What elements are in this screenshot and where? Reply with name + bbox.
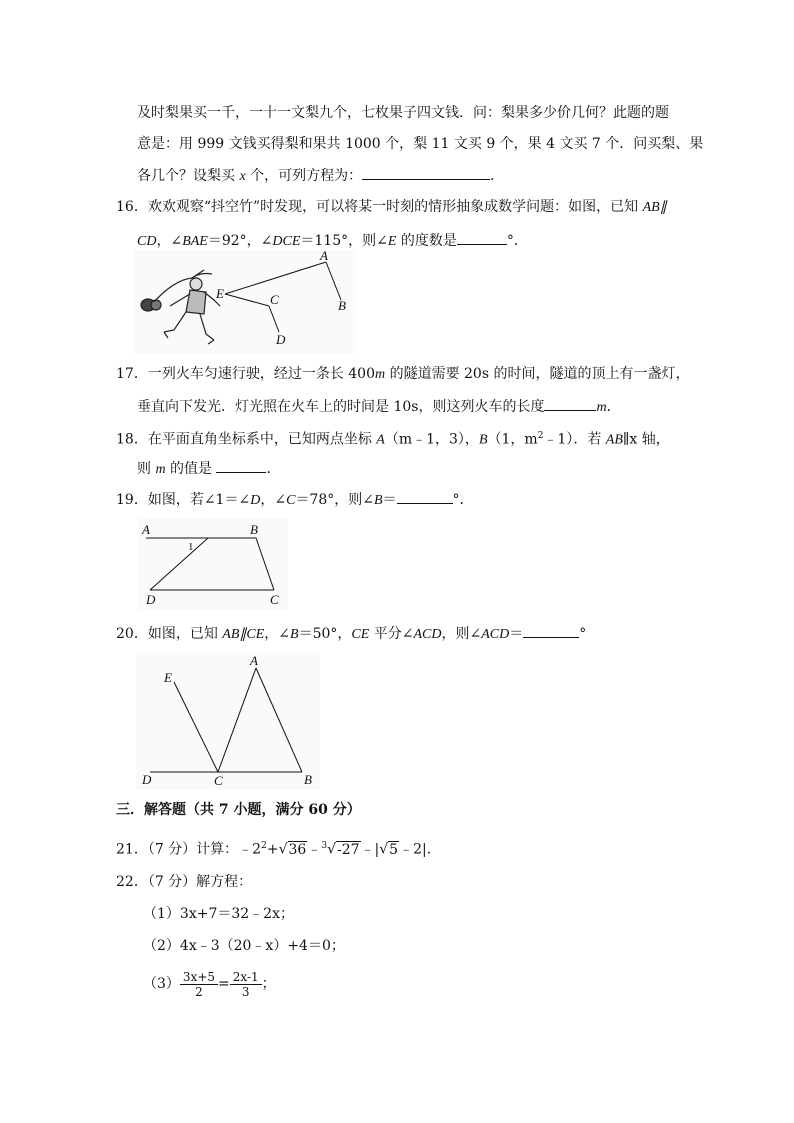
label-D: D — [142, 772, 152, 787]
question-number: 17． — [116, 366, 148, 382]
q18-text: 则 — [137, 461, 156, 477]
q19-text: ＝ — [382, 492, 397, 508]
q20-line1 — [116, 622, 586, 645]
q20-figure — [136, 652, 320, 790]
angle-acd: ACD — [413, 627, 442, 642]
q16-line1 — [116, 197, 667, 218]
q20-text: ，∠ — [264, 626, 291, 642]
expr: ﹣2 — [238, 841, 262, 858]
answer-blank-q15[interactable] — [362, 164, 490, 180]
label-E: E — [216, 286, 224, 301]
coord-B: （1，m — [487, 431, 538, 448]
label-A: A — [250, 653, 258, 668]
sqrt-sign: √ — [379, 841, 389, 858]
q17-text: 垂直向下发光．灯光照在火车上的时间是 10s，则这列火车的长度 — [137, 399, 545, 415]
unit-m: m — [375, 367, 386, 382]
label-C: C — [270, 592, 279, 607]
q19-end: °． — [452, 492, 474, 508]
q18-end: ． — [266, 461, 281, 477]
expr: ﹣ — [307, 841, 322, 858]
fraction-right — [230, 970, 262, 999]
q16-end: °． — [506, 233, 528, 249]
question-number: 22． — [116, 874, 148, 890]
q17-end: ． — [606, 399, 621, 415]
q19-figure — [138, 518, 288, 610]
radicand: 36 — [288, 841, 307, 858]
q15-end: ． — [490, 168, 505, 184]
answer-blank-q16[interactable] — [457, 229, 507, 245]
numerator: 2x-1 — [230, 970, 262, 985]
q15-text: 个，可列方程为： — [245, 168, 363, 184]
q16-dce: DCE — [272, 234, 301, 249]
point-A: A — [376, 432, 385, 448]
angle-B: B — [290, 627, 299, 642]
q19-text: ＝78°，则∠ — [295, 492, 374, 508]
q16-text: ＝115°，则∠ — [300, 233, 388, 249]
label-B: B — [304, 772, 312, 787]
q16-text: ＝92°，∠ — [207, 233, 273, 249]
q16-cd: CD — [137, 234, 157, 249]
q15-line1: 及时梨果买一千，一十一文梨九个，七枚果子四文钱．问：梨果多少价几何？此题的题 — [137, 105, 669, 121]
coord-A: （m﹣1，3）， — [384, 431, 479, 448]
q19-text: ，∠ — [260, 492, 287, 508]
q19-line1 — [116, 488, 474, 511]
exponent: 2 — [537, 431, 544, 441]
denominator: 3 — [241, 984, 250, 999]
q16-text: 的度数是 — [396, 233, 457, 249]
q17-text: 一列火车匀速行驶，经过一条长 400 — [147, 366, 375, 382]
numerator: 3x+5 — [180, 970, 218, 985]
q20-text: ，则∠ — [441, 626, 482, 642]
q21-line — [116, 836, 431, 860]
q16-text: 欢欢观察“抖空竹”时发现，可以将某一时刻的情形抽象成数学问题：如图，已知 — [147, 199, 643, 215]
segment-ce: CE — [351, 627, 370, 642]
sqrt-sign: √ — [327, 841, 336, 858]
label-angle-1: 1 — [188, 541, 194, 553]
sqrt-sign: √ — [278, 841, 288, 858]
q18-text: 在平面直角坐标系中，已知两点坐标 — [147, 431, 377, 448]
label-A: A — [320, 250, 328, 263]
root-index: 3 — [321, 841, 328, 851]
q16-bae: BAE — [182, 234, 208, 249]
q22-part2: （2）4x﹣3（20﹣x）+4＝0； — [143, 938, 345, 954]
label-D: D — [146, 592, 156, 607]
radicand: 5 — [389, 841, 399, 858]
q17-line2 — [137, 395, 621, 418]
q16-ab: AB∥ — [642, 200, 667, 215]
radicand: -27 — [336, 841, 360, 858]
q22-text: （7 分）解方程： — [147, 874, 253, 890]
label-B: B — [250, 522, 258, 537]
q22-part3 — [143, 966, 276, 1002]
variable-x: x — [239, 169, 246, 184]
expr: + — [266, 841, 279, 858]
q18-text: ∥x 轴， — [622, 431, 670, 448]
label-B: B — [338, 298, 346, 313]
variable-m: m — [155, 462, 166, 477]
q20-text: 平分∠ — [369, 626, 414, 642]
question-number: 21． — [116, 841, 148, 858]
q15-line2: 意是：用 999 文钱买得梨和果共 1000 个，梨 11 文买 9 个，果 4 文买 7 个．问买梨、果 — [137, 136, 704, 152]
q16-e: E — [387, 234, 397, 249]
q15-text: 各几个？设梨买 — [137, 168, 240, 184]
angle-C: C — [286, 493, 296, 508]
point-B: B — [478, 432, 488, 448]
fraction-left — [180, 970, 218, 999]
q20-end: ° — [579, 626, 587, 642]
q16-line2 — [137, 229, 528, 252]
equals: = — [218, 976, 230, 992]
angle-D: D — [250, 493, 261, 508]
q21-text: （7 分）计算： — [147, 841, 239, 858]
unit-m: m — [596, 400, 607, 415]
label-C: C — [270, 292, 279, 307]
q20-text: ＝50°， — [298, 626, 352, 642]
answer-blank-q18[interactable] — [216, 457, 266, 473]
question-number: 18． — [116, 431, 148, 448]
angle-acd: ACD — [481, 627, 510, 642]
q17-line1 — [116, 364, 689, 385]
q22-line — [116, 872, 252, 892]
q18-text: 的值是 — [165, 461, 217, 477]
coord-B: ﹣1）．若 — [543, 431, 606, 448]
label-E: E — [164, 670, 172, 685]
label-A: A — [142, 522, 150, 537]
denominator: 2 — [195, 984, 203, 999]
q20-ab-ce: AB∥CE — [222, 627, 265, 642]
q20-text: 如图，已知 — [147, 626, 223, 642]
figure-bg — [134, 250, 356, 354]
q20-text: ＝ — [509, 626, 524, 642]
answer-blank-q19[interactable] — [397, 488, 453, 504]
label-D: D — [276, 332, 286, 347]
q16-figure — [134, 250, 356, 354]
answer-blank-q17[interactable] — [544, 395, 596, 411]
label-C: C — [214, 773, 223, 788]
q18-line1 — [116, 426, 670, 451]
answer-blank-q20[interactable] — [523, 622, 579, 638]
q17-text: 的隧道需要 20s 的时间，隧道的顶上有一盏灯， — [385, 366, 690, 382]
q16-text: ，∠ — [156, 233, 183, 249]
q22-part1: （1）3x+7＝32﹣2x； — [143, 906, 294, 922]
angle-B: B — [373, 493, 383, 508]
q15-line3 — [137, 164, 504, 187]
part-end: ； — [261, 976, 276, 992]
q19-text: 如图，若∠1＝∠ — [147, 492, 251, 508]
question-number: 19． — [116, 492, 148, 508]
expr: ﹣2|. — [399, 841, 432, 858]
expr: ﹣| — [360, 841, 380, 858]
question-number: 16． — [116, 199, 148, 215]
segment-ab: AB — [605, 432, 623, 448]
question-number: 20． — [116, 626, 148, 642]
part-label: （3） — [143, 976, 180, 992]
q18-line2 — [137, 457, 280, 480]
section-title: 三．解答题（共 7 小题，满分 60 分） — [116, 802, 361, 818]
exponent: 2 — [261, 841, 267, 851]
